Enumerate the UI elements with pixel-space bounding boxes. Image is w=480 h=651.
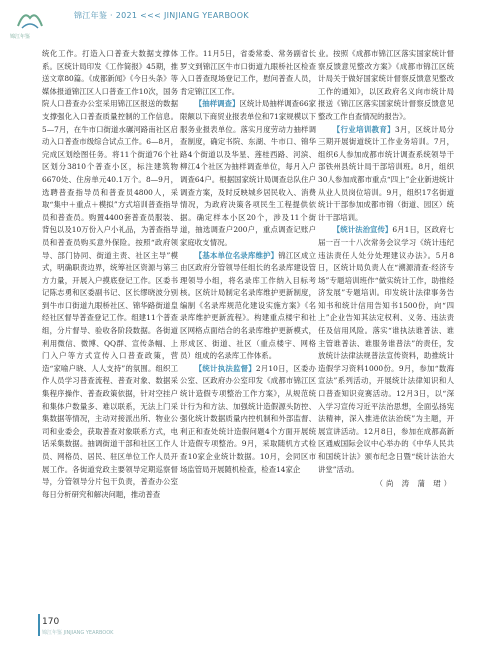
author-signature: （尚 涛 蒲 珺） — [375, 479, 454, 489]
paragraph — [180, 48, 316, 98]
text-column-3 — [318, 48, 454, 491]
paragraph — [318, 48, 454, 124]
paragraph-text: 6月1日，区政府七届一百一十八次常务会议学习《统计违纪违法责任人处分处理建议办法》。5月8日，区统计局负责人在“溯源清查·经济专场”专题培训班作“做实统计工作，助推经济发展”专题培训。印发统计法律事务告知书和统计信用告知书1500份，向“四上”企业告知其法定权利、义务、违法责任及信用风险。落实“谁执法谁普法、谁主管谁普法、谁服务谁普法”的责任，发放统计法律法规普法宣传资料，助推统计造假学习资料1000份。9月，参加“数海宣法”系列活动，开展统计法律知识和人口普查知识竞赛活动。12月3日，以“深入学习宣传习近平法治思想，全面弘扬宪法精神，深入推进依法治统”为主题，开展宣讲活动。12月8日，参加在成都高新区通威国际会议中心举办的《中华人民共和国统计法》颁布纪念日暨“统计法治大讲堂”活动。 — [318, 225, 454, 474]
section-paragraph — [318, 224, 454, 476]
page-header — [0, 0, 480, 42]
section-paragraph — [180, 363, 316, 476]
running-header: 锦江年鉴 · 2021 <<< JINJIANG YEARBOOK — [74, 11, 249, 20]
paragraph-text: 区统计局抽样调查66家限额以下商贸业报表单位和71家规模以下服务业报表单位。落实月度劳动力抽样调查制度，确定书院、东湖、牛市口、锦华路4个街道以及华星、莲桂西路、河滨、柳江4个社区为抽样调查单位，每月入户调查64户。根据国家统计局调查总队住户调查方案，及时反映城乡居民收入、消费情况，为政府决策各项民生工程提供依据。确定样本小区20个，涉及11个街道，抽选调查户200户，重点调查记账户家庭收支情况。 — [180, 99, 316, 247]
text-column-2 — [180, 48, 316, 476]
text-column-1 — [42, 48, 178, 501]
paragraph-text: 锦江区成立由区政府分管领导任组长的名录库建设管理领导小组，将名录库工作纳入目标考核。区统计局制定名录库维护更新制度，编制《名录库规范化建设实施方案》《名录库维护更新流程》。构建重点楼宇和社区网格点面结合的名录库维护更新模式，形成区、街道、社区（重点楼宇、网格员）组成的名录库工作体系。 — [180, 250, 316, 361]
paragraph-text: 3月，区统计局分三期开展街道统计工作业务培训。7月，组织6人参加成都市统计调查系统领导干部铁州县统计局干部培训班。8月，组织30人参加成都市重点“四上”企业新进统计从业人员岗位培训。9月，组织17名街道统计干部参加成都市锦（街道、园区）统计干部培训。 — [318, 124, 454, 222]
section-paragraph — [180, 98, 316, 249]
paragraph-text: 工作。11月5日，省委常委、常务副省长罗文到锦江区牛市口街道九眼桥社区检查入口普查现场登记工作，慰问普查人员，肯定锦江区工作。 — [180, 49, 316, 96]
paragraph-text: 2月10日，区委办公室、区政府办公室印发《成都市锦江区统计造假专项整治工作方案》，从规范统计行为和方法、加强统计造假源头防控、强化统计数据质量内控机制和外部监督、利正和查处统计造假问题4个方面开展统计造假专项整治。9月，采取随机方式检查10家企业统计数据。10月，会同区市场监管局开展随机检查，检查14家企 — [180, 363, 316, 474]
section-paragraph — [180, 250, 316, 363]
section-heading: 【行业培训教育】 — [332, 124, 395, 134]
logo-text: 锦江年鉴 — [10, 34, 31, 40]
section-heading: 【抽样调查】 — [194, 99, 240, 109]
footer-text: 锦江年鉴 JINJIANG YEARBOOK — [42, 630, 114, 636]
section-heading: 【统计法治宣传】 — [332, 225, 393, 235]
page-number: 170 — [42, 617, 60, 627]
footer-accent-bar — [38, 614, 40, 636]
section-heading: 【基本单位名录库维护】 — [194, 250, 279, 260]
section-paragraph — [318, 124, 454, 225]
yearbook-logo-icon — [14, 6, 46, 32]
paragraph: 统化工作。打造入口普查大数据支撑体系。区统计局印发《工作简报》45期，推送文章80篇。《成都新闻》《今日头条》等媒体报道锦江区人口普查工作10次，国务院人口普查办公室采用锦江区报送的数据支撑强化入口普查质量控制的工作信息。5—7月，在牛市口街道水碾河路南社区启动入口普查市级综合试点工作。6—8月，完成区划绘图任务。将11个街道76个社区划分3810个普查小区，标注建筑物6670处、住房单元40.1万个。8—9月，选聘普查指导员和普查员4800人，采取“集中＋重点＋模拟”方式培训普查指导员和普查员。购置4400套普查员服装、背包以及10万份入户小礼品，为普查指导员和普查员购买意外保险。按照“政府领导、部门协同、街道主责、社区主导”模式，明确职责边界，统筹社区资源与第三方力量，开展入户摸底登记工作。区委书记陈志勇和区委副书记、区长缪晓波分别到牛市口街道九眼桥社区、锦华路街道皇经社区督导普查登记工作。组建11个普查组，分片督导、验收各阶段数据。各街道利用微信、微博、QQ群、宣传条幅、上门入户等方式宣传入口普查政策，营造“家喻户晓、人人支持”的氛围。组织工作人员学习普查流程、普查对象、数据采集程序操作、普查政策依据，针对空挂户和集体户数量多、难以联系，无法上门采集数据等情况，主动对接派出所、物业公司和业委会，获取普查对象联系方式，电话采集数据。抽调街道干部和社区工作人员、网格员、居民、驻区单位工作人员开展工作。各街道党政主要领导定期巡察督导，分管领导分片包干负责，普查办公室每日分析研究和解决问题，推动普查 — [42, 49, 178, 499]
section-heading: 【统计执法监督】 — [194, 363, 256, 373]
paragraph-text: 业。按照《成都市锦江区落实国家统计督察反馈意见整改方案》《成都市锦江区统计局关于做好国家统计督察反馈意见整改工作的通知》，以区政府名义向市统计局报送《锦江区落实国家统计督察反馈意见整改工作自查情况的报告》。 — [318, 49, 454, 121]
